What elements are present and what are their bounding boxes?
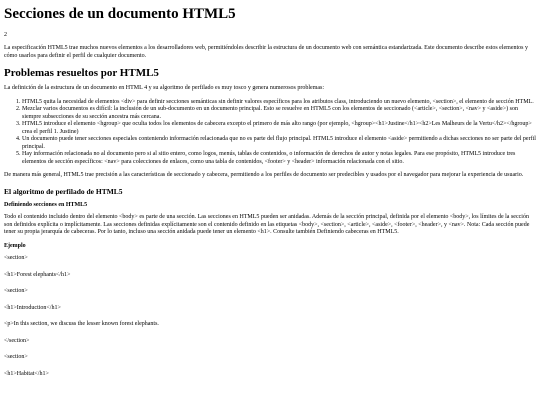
list-item: 2. Mezclar varios documentos es difícil: la inclusión de un sub-documento en un documento principal. Esto se resuelve en HTML5 con los elementos de seccionado (<article>, <section>, <nav> y <aside>) son siempre subsecciones de su sección ancestra más cercana. (22, 106, 536, 121)
problems-heading: Problemas resueltos por HTML5 (4, 67, 159, 79)
code-line: <section> (4, 354, 28, 361)
code-line: </section> (4, 337, 30, 344)
code-line: <h1>Introduction</h1> (4, 304, 61, 311)
code-line: <p>In this section, we discuss the lesser known forest elephants. (4, 321, 159, 328)
problems-summary: De manera más general, HTML5 trae precisión a las características de seccionado y cabecera, permitiendo a los perfiles de documento ser predecibles y usados por el navegador para mejorar la experiencia de usuario. (4, 172, 524, 179)
code-line: <section> (4, 288, 28, 295)
algorithm-heading: El algoritmo de perfilado de HTML5 (4, 186, 123, 196)
problems-list (4, 99, 536, 167)
code-line: <h1>Habitat</h1> (4, 370, 49, 377)
problems-intro: La definición de la estructura de un documento en HTML 4 y su algoritmo de perfilado es muy tosco y genera numerosos problemas: (4, 85, 325, 92)
list-item: 1. HTML5 quita la necesidad de elementos <div> para definir secciones semánticas sin definir valores específicos para los atributos class, introduciendo un nuevo elemento, <section>, el elemento de sección HTML. (22, 99, 536, 107)
code-line: <section> (4, 255, 28, 262)
list-item: 4. Un documento puede tener secciones especiales conteniendo información relacionada que no es parte del flujo principal. HTML5 introduce el elemento <aside> permitiendo a dichas secciones no ser parte del perfil principal. (22, 136, 536, 151)
sections-paragraph: Todo el contenido incluido dentro del elemento <body> es parte de una sección. Las secciones en HTML5 pueden ser anidadas. Además de la sección principal, definida por el elemento <body>, los límites de la sección son definidos explícita o implícitamente. Las secciones definidas explícitamente son el contenido definido en las etiquetas <body>, <section>, <article>, <aside>, <footer>, <header>, y <nav>. Nota: Cada sección puede tener su propia jerarquía de cabeceras. Por lo tanto, incluso una sección anidada puede tener un elemento <h1>. Consulte también Definiendo cabeceras en HTML5. (4, 214, 530, 236)
page-number: 2 (4, 31, 7, 38)
code-line: <h1>Forest elephants</h1> (4, 271, 71, 278)
example-label: Ejemplo (4, 242, 26, 249)
document-title: Secciones de un documento HTML5 (4, 6, 236, 22)
list-item: 5. Hay información relacionada no al documento pero si al sitio entero, como logos, menús, tablas de contenidos, o información de derechos de autor y notas legales. Para ese propósito, HTML5 introduce tres elementos de sección específicos: <nav> para colecciones de enlaces, como una tabla de contenidos, <footer> y <header> información relacionada con el sitio. (22, 151, 536, 166)
intro-paragraph: La especificación HTML5 trae muchos nuevos elementos a los desarrolladores web, permitiéndoles describir la estructura de un documento web con semántica estandarizada. Este documento describe estos elementos y cómo usarlos para definir el perfil de cualquier documento. (4, 45, 528, 59)
list-item: 3. HTML5 introduce el elemento <hgroup> que oculta todos los elementos de cabecera excepto el primero de más alto rango (por ejemplo, <hgroup><h1>Justine</h1><h2>Les Malheurs de la Vertu</h2></hgroup> crea el perfil 1. Justine) (22, 121, 536, 136)
sections-subheading: Definiendo secciones en HTML5 (4, 201, 88, 208)
